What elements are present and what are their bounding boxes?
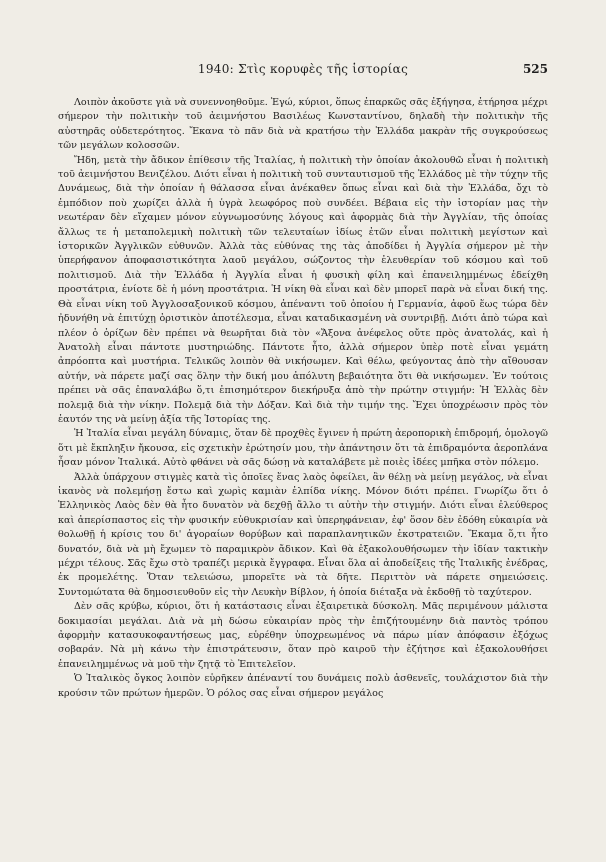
running-head: 1940: Στὶς κορυφὲς τῆς ἱστορίας [197, 62, 409, 76]
paragraph: Ὁ Ἰταλικὸς ὄγκος λοιπὸν εὑρῆκεν ἀπέναντί του δυνάμεις πολὺ ἀσθενεῖς, τουλάχιστον διὰ τὴν κρούσιν τῶν πρώτων ἡμερῶν. Ὁ ρόλος σας εἶναι σήμερον μεγάλος [58, 673, 548, 699]
paragraph: Ἀλλὰ ὑπάρχουν στιγμὲς κατὰ τὶς ὁποῖες ἕνας λαὸς ὀφείλει, ἂν θέλῃ νὰ μείνῃ μεγάλος, νὰ εἶναι ἱκανὸς νὰ πολεμήσῃ ἔστω καὶ χωρὶς καμιὰν ἐλπίδα νίκης. Μόνον διότι πρέπει. Γνωρίζω ὅτι ὁ Ἑλληνικὸς Λαὸς δὲν θὰ ἦτο δυνατὸν νὰ δεχθῇ ἄλλο τι αὐτὴν τὴν στιγμήν. Διότι εἶναι ἐλεύθερος καὶ ἀπερίσπαστος εἰς τὴν φυσικήν εὐθυκρισίαν καὶ ὑπερηφάνειαν, ἐφ' ὅσον δὲν ἐδόθη εὐκαιρία νὰ θολωθῇ ἡ κρίσις του δι' ἀγοραίων θορύβων καὶ παραπλανητικῶν ἐκστρατειῶν. Ἔκαμα ὅ,τι ἦτο δυνατόν, διὰ νὰ μὴ ἔχωμεν τὸ παραμικρὸν ἄδικον. Καὶ θὰ ἐξακολουθήσωμεν τὴν ἰδίαν τακτικὴν μέχρι τέλους. Σᾶς ἔχω στὸ τραπέζι μερικὰ ἔγγραφα. Εἶναι ὅλα αἱ ἀποδείξεις τῆς Ἰταλικῆς ἐνέδρας, ἐκ προμελέτης. Ὅταν τελειώσω, μπορεῖτε νὰ τὰ δῆτε. Περιττὸν νὰ πάρετε σημειώσεις. Συντομώτατα θὰ δημοσιευθοῦν εἰς τὴν Λευκὴν Βίβλον, ἡ ὁποία διέταξα νὰ ἐκδοθῇ τὸ ταχύτερον. [58, 471, 548, 598]
body-text [58, 96, 548, 701]
page-number: 525 [522, 62, 548, 76]
page-header [58, 62, 548, 80]
paragraph: Λοιπὸν ἀκοῦστε γιὰ νὰ συνεννοηθοῦμε. Ἐγώ, κύριοι, ὅπως ἐπαρκῶς σᾶς ἐξήγησα, ἐτήρησα μέχρι σήμερον τὴν πολιτικὴν τοῦ ἀειμνήστου Βασιλέως Κωνσταντίνου, δηλαδὴ τὴν πολιτικὴν τῆς αὐστηρᾶς οὐδετερότητος. Ἔκανα τὸ πᾶν διὰ νὰ κρατήσω τὴν Ἑλλάδα μακρὰν τῆς συγκρούσεως τῶν μεγάλων κολοσσῶν. [58, 97, 549, 152]
paragraph: Ἤδη, μετὰ τὴν ἄδικον ἐπίθεσιν τῆς Ἰταλίας, ἡ πολιτικὴ τὴν ὁποίαν ἀκολουθῶ εἶναι ἡ πολιτικὴ τοῦ ἀειμνήστου Βενιζέλου. Διότι εἶναι ἡ πολιτικὴ τοῦ συνταυτισμοῦ τῆς Ἑλλάδος μὲ τὴν τύχην τῆς Δυνάμεως, διὰ τὴν ὁποίαν ἡ θάλασσα εἶναι ἀνέκαθεν ὅπως εἶναι καὶ διὰ τὴν Ἑλλάδα, ὄχι τὸ ἐμπόδιον ποὺ χωρίζει ἀλλὰ ἡ ὑγρὰ λεωφόρος ποὺ συνδέει. Βέβαια εἰς τὴν ἱστορίαν μας τὴν νεωτέραν δὲν εἴχαμεν μόνον εὐγνωμοσύνης λόγους καὶ ἀφορμὰς διὰ τὴν Ἀγγλίαν, τῆς ὁποίας ἄλλως τε ἡ μεταπολεμικὴ πολιτικὴ τῶν τελευταίων ἰδίως ἐτῶν εἶναι πολιτικὴ μεγίστων καὶ ἱστορικῶν Ἀγγλικῶν εὐθυνῶν. Ἀλλὰ τὰς εὐθύνας της τὰς ἀποδίδει ἡ Ἀγγλία σήμερον μὲ τὴν ὑπερήφανον ἀποφασιστικότητα λαοῦ μεγάλου, σώζοντος τὴν ἐλευθερίαν τοῦ κόσμου καὶ τοῦ πολιτισμοῦ. Διὰ τὴν Ἑλλάδα ἡ Ἀγγλία εἶναι ἡ φυσικὴ φίλη καὶ ἐπανειλημμένως ἐδείχθη προστάτρια, ἐνίοτε δὲ ἡ μόνη προστάτρια. Ἡ νίκη θὰ εἶναι καὶ δὲν μπορεῖ παρὰ νὰ εἶναι δική της. Θὰ εἶναι νίκη τοῦ Ἀγγλοσαξονικοῦ κόσμου, ἀπέναντι τοῦ ὁποίου ἡ Γερμανία, ἀφοῦ ἕως τώρα δὲν ἠδυνήθη νὰ ἐπιτύχῃ ὁριστικὸν ἀποτέλεσμα, εἶναι καταδικασμένη νὰ συντριβῇ. Διότι ἀπὸ τώρα καὶ πλέον ὁ ὁρίζων δὲν πρέπει νὰ θεωρῆται διὰ τὸν «Ἄξονα ἀνέφελος οὔτε πρὸς ἀνατολάς, καὶ ἡ Ἀνατολὴ εἶναι πάντοτε μυστηριώδης. Πάντοτε ἦτο, ἀλλὰ σήμερον ὑπὲρ ποτὲ εἶναι γεμάτη ἀπρόοπτα καὶ μυστήρια. Τελικῶς λοιπὸν θὰ νικήσωμεν. Καὶ θέλω, φεύγοντας ἀπὸ τὴν αἴθουσαν αὐτήν, νὰ πάρετε μαζί σας ὅλην τὴν δική μου ἀπόλυτη βεβαιότητα ὅτι θὰ νικήσωμεν. Ἐν τούτοις πρέπει νὰ σᾶς ἐπαναλάβω ὅ,τι ἐπισημότερον διεκήρυξα ἀπὸ τὴν πρώτην στιγμήν: Ἡ Ἑλλὰς δὲν πολεμᾷ διὰ τὴν νίκην. Πολεμᾷ διὰ τὴν Δόξαν. Καὶ διὰ τὴν τιμήν της. Ἔχει ὑποχρέωσιν πρὸς τὸν ἑαυτόν της νὰ μείνῃ ἀξία τῆς Ἱστορίας της. [58, 154, 548, 425]
paragraph: Δὲν σᾶς κρύβω, κύριοι, ὅτι ἡ κατάστασις εἶναι ἐξαιρετικὰ δύσκολη. Μᾶς περιμένουν μάλιστα δοκιμασίαι μεγάλαι. Διὰ νὰ μὴ δώσω εὐκαιρίαν πρὸς τὴν ἐπιζήτουμένην διὰ παντὸς τρόπου ἀφορμὴν κατασυκοφαντήσεως μας, εὑρέθην ὑποχρεωμένος νὰ πάρω μίαν ἀπόφασιν ἐξόχως σοβαράν. Νὰ μὴ κάνω τὴν ἐπιστράτευσιν, ὅταν πρὸ καιροῦ τὴν ἐζήτησε καὶ ἐξακολουθήσει ἐπανειλημμένως νὰ μοῦ τὴν ζητᾷ τὸ Ἐπιτελεῖον. [58, 601, 548, 670]
paragraph: Ἡ Ἰταλία εἶναι μεγάλη δύναμις, ὅταν δὲ προχθὲς ἔγινεν ἡ πρώτη ἀεροπορικὴ ἐπιδρομή, ὁμολογῶ ὅτι μὲ ἔκπληξιν ἤκουσα, εἰς σχετικὴν ἐρώτησίν μου, τὴν ἀπάντησιν ὅτι τὰ ἐπιδραμόντα ἀεροπλάνα ἦσαν μόνον Ἰταλικά. Αὐτὸ φθάνει νὰ σᾶς δώσῃ νὰ καταλάβετε μὲ ποιὲς ἰδέες μπῆκα στὸν πόλεμο. [58, 428, 548, 469]
